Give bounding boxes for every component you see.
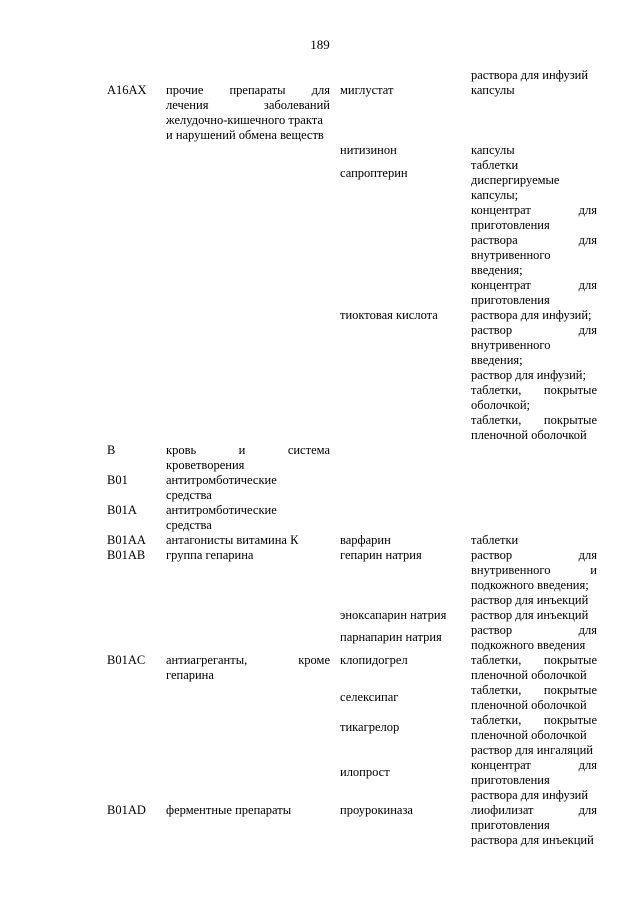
form-text: приготовления: [471, 773, 550, 787]
form-text: капсулы;: [471, 188, 519, 202]
atc-code: A16AX: [107, 83, 147, 97]
form-text: пленочной оболочкой: [471, 698, 587, 712]
drug-name: проурокиназа: [340, 803, 413, 817]
group-name: группа гепарина: [166, 548, 254, 562]
form-text: подкожного введения;: [471, 578, 589, 592]
page-number: 189: [310, 37, 330, 52]
drug-name: варфарин: [340, 533, 391, 547]
drug-name: тикагрелор: [340, 720, 400, 734]
form-text: раствор для: [471, 548, 597, 562]
drug-name: миглустат: [340, 83, 394, 97]
atc-code: B01A: [107, 503, 137, 517]
form-text: таблетки, покрытые: [471, 683, 597, 697]
form-text: раствора для инфузий: [471, 788, 589, 802]
group-name: ферментные препараты: [166, 803, 292, 817]
form-text: раствор для: [471, 623, 597, 637]
form-text: капсулы: [471, 143, 515, 157]
form-text: капсулы: [471, 83, 515, 97]
group-name: кроветворения: [166, 458, 245, 472]
form-text: приготовления: [471, 218, 550, 232]
form-text: подкожного введения: [471, 638, 586, 652]
form-text: диспергируемые: [471, 173, 560, 187]
group-name: средства: [166, 518, 212, 532]
drug-name: сапроптерин: [340, 166, 408, 180]
atc-code: B01AC: [107, 653, 146, 667]
drug-name: парнапарин натрия: [340, 630, 442, 644]
drug-name: клопидогрел: [340, 653, 408, 667]
group-name: и нарушений обмена веществ: [166, 128, 324, 142]
group-name: желудочно-кишечного тракта: [166, 113, 323, 127]
group-name: прочие препараты для: [166, 83, 330, 97]
drug-name: нитизинон: [340, 143, 397, 157]
group-name: антитромботические: [166, 473, 277, 487]
form-text: раствора для инфузий: [471, 68, 589, 82]
form-text: приготовления: [471, 293, 550, 307]
form-text: внутривенного: [471, 248, 551, 262]
form-text: раствора для инфузий;: [471, 308, 592, 322]
form-text: таблетки: [471, 158, 519, 172]
drug-name: гепарин натрия: [340, 548, 422, 562]
form-text: лиофилизат для: [471, 803, 597, 817]
group-name: антиагреганты, кроме: [166, 653, 330, 667]
form-text: таблетки, покрытые: [471, 413, 597, 427]
form-text: таблетки, покрытые: [471, 653, 597, 667]
form-text: пленочной оболочкой: [471, 428, 587, 442]
group-name: лечения заболеваний: [166, 98, 330, 112]
form-text: раствор для инъекций: [471, 608, 589, 622]
form-text: таблетки: [471, 533, 519, 547]
drug-name: тиоктовая кислота: [340, 308, 438, 322]
group-name: антагонисты витамина К: [166, 533, 299, 547]
form-text: концентрат для: [471, 278, 597, 292]
form-text: пленочной оболочкой: [471, 668, 587, 682]
form-text: приготовления: [471, 818, 550, 832]
group-name: гепарина: [166, 668, 214, 682]
atc-code: B01: [107, 473, 128, 487]
form-text: введения;: [471, 353, 523, 367]
form-text: концентрат для: [471, 203, 597, 217]
atc-code: B01AA: [107, 533, 146, 547]
form-text: введения;: [471, 263, 523, 277]
group-name: антитромботические: [166, 503, 277, 517]
group-name: средства: [166, 488, 212, 502]
form-text: раствор для инфузий;: [471, 368, 586, 382]
atc-code: B01AD: [107, 803, 146, 817]
drug-name: илопрост: [340, 765, 390, 779]
form-text: внутривенного: [471, 338, 551, 352]
form-text: раствора для: [471, 233, 597, 247]
form-text: оболочкой;: [471, 398, 530, 412]
group-name: кровь и система: [166, 443, 330, 457]
form-text: пленочной оболочкой: [471, 728, 587, 742]
form-text: таблетки, покрытые: [471, 713, 597, 727]
form-text: раствор для инъекций: [471, 593, 589, 607]
drug-name: эноксапарин натрия: [340, 608, 447, 622]
atc-code: B01AB: [107, 548, 146, 562]
form-text: раствор для: [471, 323, 597, 337]
atc-code: B: [107, 443, 116, 457]
form-text: раствора для инъекций: [471, 833, 594, 847]
drug-name: селексипаг: [340, 690, 399, 704]
form-text: таблетки, покрытые: [471, 383, 597, 397]
form-text: концентрат для: [471, 758, 597, 772]
form-text: внутривенного и: [471, 563, 597, 577]
form-text: раствор для ингаляций: [471, 743, 593, 757]
